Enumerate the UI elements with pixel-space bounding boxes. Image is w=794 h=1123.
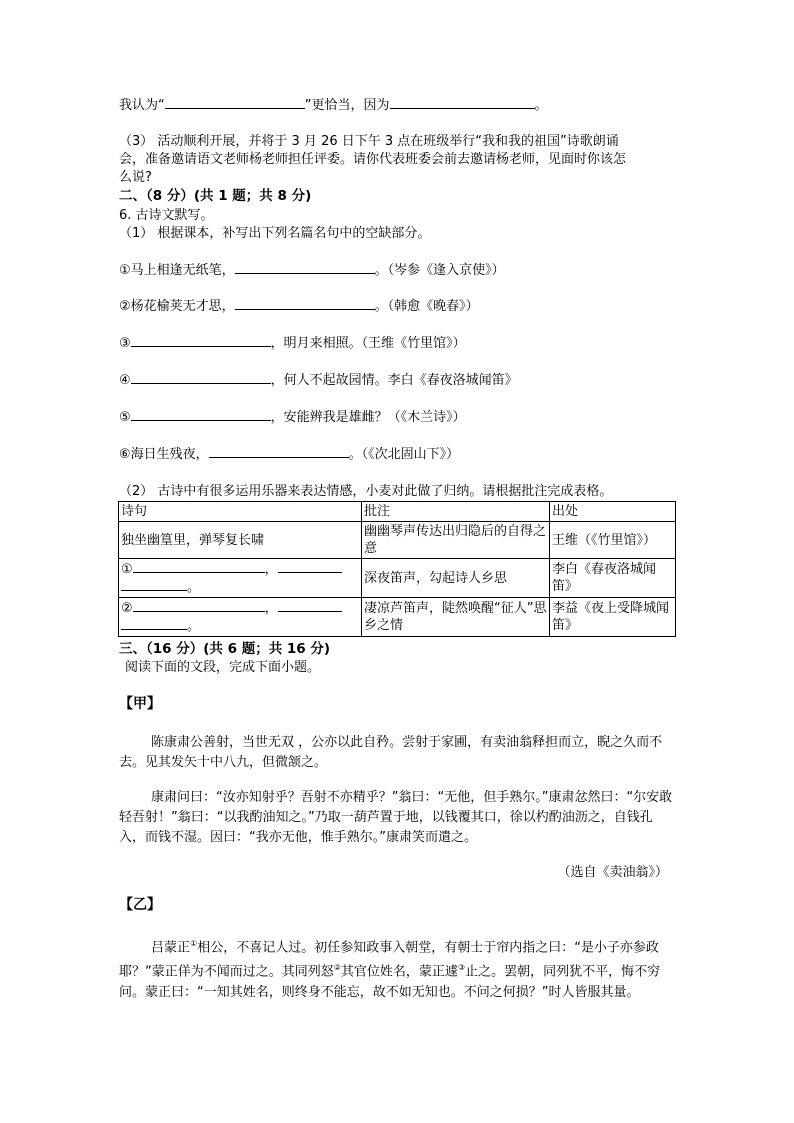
passage-jia-paragraph-1: 陈康肃公善射，当世无双 ，公亦以此自矜。尝射于家圃，有卖油翁释担而立，睨之久而不去。见其发矢十中八九，但微颔之。 [119,735,663,770]
blank [121,578,187,591]
blank [133,560,265,573]
table-cell: 李白《春夜洛城闻笛》 [550,559,676,598]
passage-yi-label: 【乙】 [119,897,161,913]
table-header-row [119,502,676,522]
answer-line-1: 我认为“ ”更恰当，因为 。 [119,98,548,113]
question-3-line-3: 么说? [119,170,152,185]
table-cell: 李益《夜上受降城闻笛》 [550,598,676,637]
table-row [119,522,676,559]
poem-fill-item: ③ ，明月来相照。（王维《竹里馆》） [119,336,466,351]
blank [209,445,349,458]
blank [131,371,271,384]
instrument-poem-table [118,501,676,637]
question-6-1-instruction: （1） 根据课本，补写出下列名篇名句中的空缺部分。 [119,226,431,241]
blank [165,96,305,109]
blank [131,408,271,421]
blank [390,96,535,109]
header-cell: 批注 [362,502,550,522]
passage-yi-paragraph: 吕蒙正①相公，不喜记人过。初任参知政事入朝堂，有朝士于帘内指之曰：“是小子亦参政耶？”蒙正佯为不闻而过之。其同列怒②其官位姓名，蒙正遽③止之。罢朝，同列犹不平，悔不穷问。蒙正曰：“一知其姓名，则终身不能忘，故不如无知也。不问之何损？”时人皆服其量。 [119,939,661,1000]
table-cell: ② ， 。 [119,598,362,637]
table-row [119,598,676,637]
table-cell: 深夜笛声，勾起诗人乡思 [362,559,550,598]
question-6-heading: 6. 古诗文默写。 [119,208,214,223]
question-6-2-instruction: （2） 古诗中有很多运用乐器来表达情感，小麦对此做了归纳。请根据批注完成表格。 [119,484,613,499]
blank [235,297,375,310]
passage-jia-paragraph-2: 康肃问曰：“汝亦知射乎？吾射不亦精乎？”翁曰：“无他，但手熟尔。”康肃忿然曰：“尔安敢轻吾射！”翁曰：“以我酌油知之。”乃取一葫芦置于地，以钱覆其口，徐以杓酌油沥之，自钱孔入，而钱不湿。因曰：“我亦无他，惟手熟尔。”康肃笑而遣之。 [119,790,673,845]
blank [133,599,265,612]
table-cell: 王维（《竹里馆》） [550,522,676,559]
blank [121,617,187,630]
blank [131,334,271,347]
table-cell: 幽幽琴声传达出归隐后的自得之意 [362,522,550,559]
section-3-heading: 三、（16 分）(共 6 题；共 16 分) [119,641,331,657]
table-cell: 独坐幽篁里，弹琴复长啸 [119,522,362,559]
passage-jia-label: 【甲】 [119,696,161,712]
poem-fill-item: ⑥海日生残夜， 。（《次北固山下》） [119,447,460,462]
footnote-marker: ① [190,939,198,948]
passage-jia-source: （选自《卖油翁》） [557,865,668,880]
header-cell: 诗句 [119,502,362,522]
header-cell: 出处 [550,502,676,522]
footnote-marker: ③ [457,963,466,973]
table-cell: 凄凉芦笛声，陡然唤醒“征人”思乡之情 [362,598,550,637]
poem-fill-item: ②杨花榆荚无才思， 。（韩愈《晚春》） [119,299,479,314]
poem-fill-item: ①马上相逢无纸笔， 。（岑参《逢入京使》） [119,263,505,278]
question-3-line-2: 会，准备邀请语文老师杨老师担任评委。请你代表班委会前去邀请杨老师，见面时你该怎 [119,152,627,167]
poem-fill-item: ⑤ ，安能辨我是雄雌？（《木兰诗》） [119,410,466,425]
blank [278,560,342,573]
table-row [119,559,676,598]
table-cell: ① ， 。 [119,559,362,598]
poem-fill-item: ④ ，何人不起故园情。李白《春夜洛城闻笛》 [119,373,518,388]
reading-instruction: 阅读下面的文段，完成下面小题。 [125,660,321,675]
footnote-marker: ② [333,963,341,973]
blank [278,599,342,612]
blank [235,261,375,274]
section-2-heading: 二、（8 分）(共 1 题；共 8 分) [119,188,312,204]
question-3-line-1: （3） 活动顺利开展，并将于 3 月 26 日下午 3 点在班级举行“我和我的祖国”诗歌朗诵 [119,134,619,149]
